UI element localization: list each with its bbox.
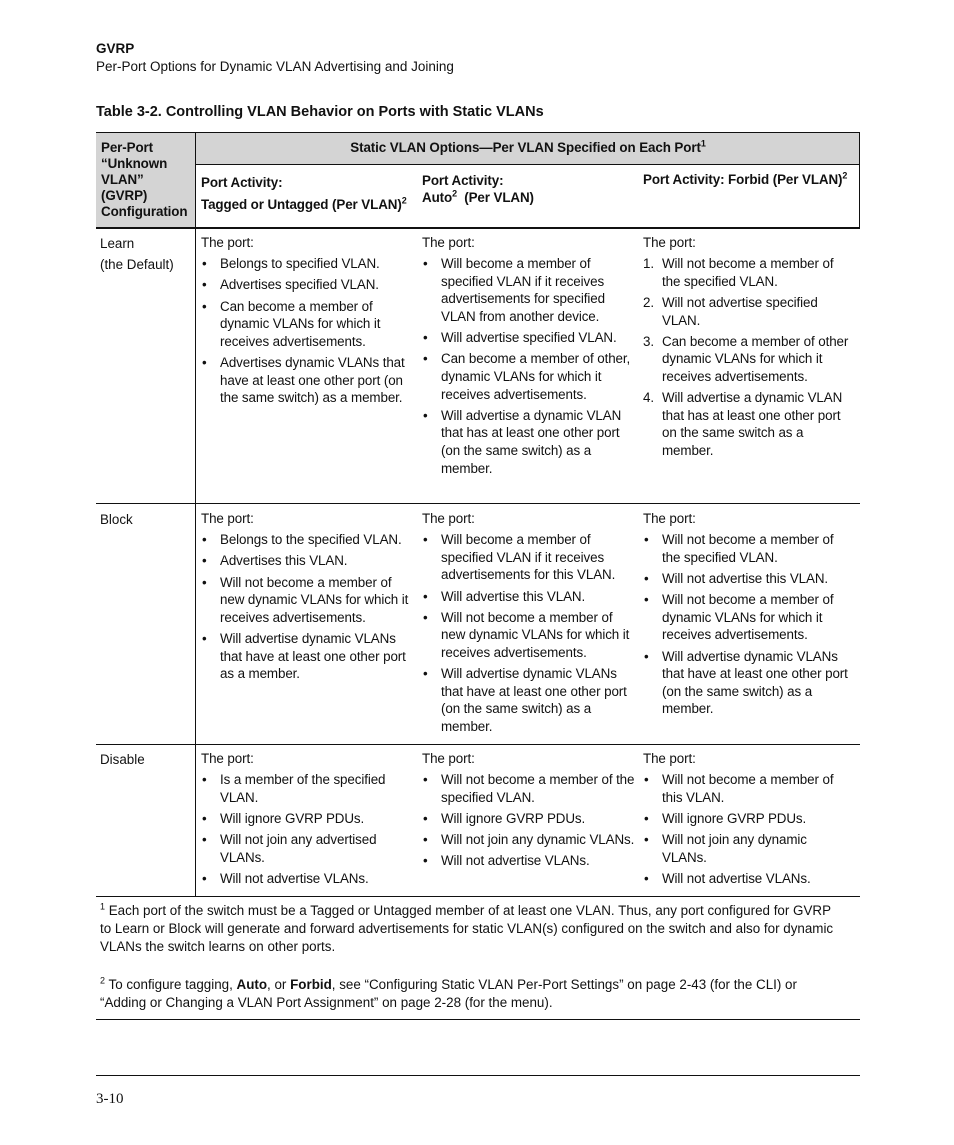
list-item: • Belongs to the specified VLAN. (201, 531, 416, 549)
list-item: • Will become a member of specified VLAN if it receives advertisements for specified VLAN from another device. (422, 255, 637, 325)
header-col-auto-sup: 2 (452, 188, 457, 199)
row-label-line: Block (100, 512, 133, 527)
header-col-forbid-text: Port Activity: Forbid (Per VLAN) (643, 172, 843, 187)
list-item: 4. Will advertise a dynamic VLAN that has at least one other port on the same switch as a member. (643, 390, 843, 458)
list-item: • Will not join any dynamic VLANs. (422, 831, 637, 849)
list-item: • Will not become a member of the specified VLAN. (643, 531, 855, 566)
row-label-block (100, 509, 133, 530)
header-first-col-line: “Unknown (101, 156, 168, 171)
bullet-list (643, 531, 855, 718)
header-col-auto-line1: Port Activity: (422, 173, 504, 188)
list-item: • Will not advertise VLANs. (643, 870, 855, 888)
list-item: • Will not become a member of the specified VLAN. (422, 771, 637, 806)
header-first-col-line: VLAN” (101, 172, 144, 187)
footnote-1 (100, 902, 845, 956)
footnote-mark: 1 (100, 901, 106, 912)
list-item: • Will advertise dynamic VLANs that have at least one other port (on the same switch) as a member. (422, 665, 637, 735)
list-item: • Can become a member of dynamic VLANs for which it receives advertisements. (201, 298, 416, 351)
list-item: • Can become a member of other, dynamic VLANs for which it receives advertisements. (422, 350, 637, 403)
list-item: • Will advertise this VLAN. (422, 588, 637, 606)
bullet-list (422, 531, 637, 735)
numbered-list (643, 255, 855, 459)
list-item: • Advertises specified VLAN. (201, 276, 416, 294)
row-label-learn (100, 233, 174, 275)
running-header-subtitle: Per-Port Options for Dynamic VLAN Advertising and Joining (96, 59, 454, 74)
list-item: • Will not become a member of dynamic VLANs for which it receives advertisements. (643, 591, 855, 644)
list-item: • Will not advertise this VLAN. (643, 570, 855, 588)
row-rule-learn (96, 503, 860, 504)
header-col-auto-rest: (Per VLAN) (457, 190, 534, 205)
list-item-text: Will advertise a dynamic VLAN that has at least one other port on the same switch as a member. (662, 390, 843, 458)
footnote-text: To configure tagging, (108, 977, 237, 992)
row-label-line: (the Default) (100, 257, 174, 272)
cell-block-forbid (643, 510, 855, 718)
list-item: • Will not advertise VLANs. (422, 852, 637, 870)
header-bottom-rule (96, 227, 860, 229)
page-footer-rule (96, 1075, 860, 1076)
list-item: • Will not become a member of this VLAN. (643, 771, 855, 806)
list-item: • Will become a member of specified VLAN if it receives advertisements for this VLAN. (422, 531, 637, 584)
list-item-text: Can become a member of other dynamic VLANs for which it receives advertisements. (662, 333, 849, 384)
footnote-text: , or (267, 977, 291, 992)
list-item: • Will not advertise VLANs. (201, 870, 416, 888)
header-span-title (196, 140, 860, 156)
cell-disable-auto (422, 750, 637, 870)
row-rule-block (96, 744, 860, 745)
cell-intro: The port: (201, 511, 254, 526)
header-col-tagged-line2: Tagged or Untagged (Per VLAN) (201, 197, 402, 212)
cell-intro: The port: (643, 751, 696, 766)
footnote-mark: 2 (100, 975, 106, 986)
footnote-bottom-rule (96, 1019, 860, 1020)
header-col-tagged-line1: Port Activity: (201, 175, 283, 190)
bullet-list (201, 531, 416, 683)
bullet-list (643, 771, 855, 887)
list-item: • Will advertise a dynamic VLAN that has at least one other port (on the same switch) as a member. (422, 407, 637, 477)
list-item: • Advertises this VLAN. (201, 552, 416, 570)
list-item: • Will advertise dynamic VLANs that have at least one other port as a member. (201, 630, 416, 683)
list-item: • Will ignore GVRP PDUs. (643, 810, 855, 828)
header-first-col-line: (GVRP) (101, 188, 148, 203)
table-title: Table 3-2. Controlling VLAN Behavior on Ports with Static VLANs (96, 104, 544, 120)
row-label-line: Learn (100, 236, 135, 251)
cell-intro: The port: (422, 751, 475, 766)
header-col-auto-word: Auto (422, 190, 453, 205)
first-col-divider (195, 132, 196, 897)
header-span-text: Static VLAN Options—Per VLAN Specified on Each Port (350, 140, 701, 155)
list-item: • Will advertise dynamic VLANs that have at least one other port (on the same switch) as a member. (643, 648, 855, 718)
bullet-list (422, 771, 637, 870)
cell-learn-forbid (643, 234, 855, 460)
cell-intro: The port: (643, 511, 696, 526)
bullet-list (201, 771, 416, 887)
list-item: • Will not become a member of new dynamic VLANs for which it receives advertisements. (422, 609, 637, 662)
row-label-disable (100, 749, 145, 770)
cell-learn-tagged (201, 234, 416, 407)
bullet-list (422, 255, 637, 477)
cell-intro: The port: (643, 235, 696, 250)
list-item: • Is a member of the specified VLAN. (201, 771, 416, 806)
footnote-text: , see “Configuring Static VLAN Per-Port Settings” on page 2-43 (for the CLI) or “Adding or Changing a VLAN Port Assignment” on page 2-28 (for the menu). (100, 977, 797, 1010)
bullet-list (201, 255, 416, 407)
footnote-bold-forbid: Forbid (290, 977, 332, 992)
header-col-forbid-sup: 2 (842, 170, 848, 181)
table-body-bottom-rule (96, 896, 860, 897)
list-item: 2. Will not advertise specified VLAN. (643, 294, 818, 328)
header-span-sup: 1 (700, 138, 706, 149)
cell-intro: The port: (422, 235, 475, 250)
footnote-2 (100, 976, 845, 1012)
cell-block-auto (422, 510, 637, 736)
list-item: • Will not join any dynamic VLANs. (643, 831, 855, 866)
list-item-text: Will not become a member of the specified VLAN. (662, 256, 834, 289)
footnote-text: Each port of the switch must be a Tagged or Untagged member of at least one VLAN. Thus, any port configured for GVRP to Learn or Block will generate and forward advertisements for static VLAN(s) configured on the switch and also for dynamic VLANs the switch learns on other ports. (100, 903, 834, 954)
cell-disable-forbid (643, 750, 855, 888)
list-item: 1. Will not become a member of the specified VLAN. (643, 256, 834, 289)
header-first-col-line: Per-Port (101, 140, 154, 155)
page-number: 3-10 (96, 1091, 124, 1107)
header-col-tagged-sup: 2 (401, 195, 407, 206)
running-header-section: GVRP (96, 41, 135, 56)
span-header-rule (195, 164, 860, 165)
header-col-tagged (201, 172, 419, 216)
cell-intro: The port: (201, 751, 254, 766)
list-item: • Advertises dynamic VLANs that have at least one other port (on the same switch) as a member. (201, 354, 416, 407)
list-item: • Will ignore GVRP PDUs. (201, 810, 416, 828)
list-item: • Will advertise specified VLAN. (422, 329, 637, 347)
footnote-bold-auto: Auto (236, 977, 268, 992)
cell-intro: The port: (422, 511, 475, 526)
header-col-forbid (643, 172, 859, 188)
list-item: • Will not become a member of new dynamic VLANs for which it receives advertisements. (201, 574, 416, 627)
list-item: • Will ignore GVRP PDUs. (422, 810, 637, 828)
header-col-auto (422, 172, 640, 206)
list-item: 3. Can become a member of other dynamic VLANs for which it receives advertisements. (643, 333, 849, 384)
cell-disable-tagged (201, 750, 416, 888)
cell-block-tagged (201, 510, 416, 683)
row-label-line: Disable (100, 752, 145, 767)
cell-intro: The port: (201, 235, 254, 250)
header-first-col-line: Configuration (101, 204, 188, 219)
cell-learn-auto (422, 234, 637, 477)
list-item-text: Will not advertise specified VLAN. (662, 294, 818, 328)
table-footnotes (100, 902, 845, 1012)
table-top-rule (96, 132, 860, 133)
list-item: • Belongs to specified VLAN. (201, 255, 416, 273)
header-first-col (101, 140, 193, 220)
list-item: • Will not join any advertised VLANs. (201, 831, 416, 866)
